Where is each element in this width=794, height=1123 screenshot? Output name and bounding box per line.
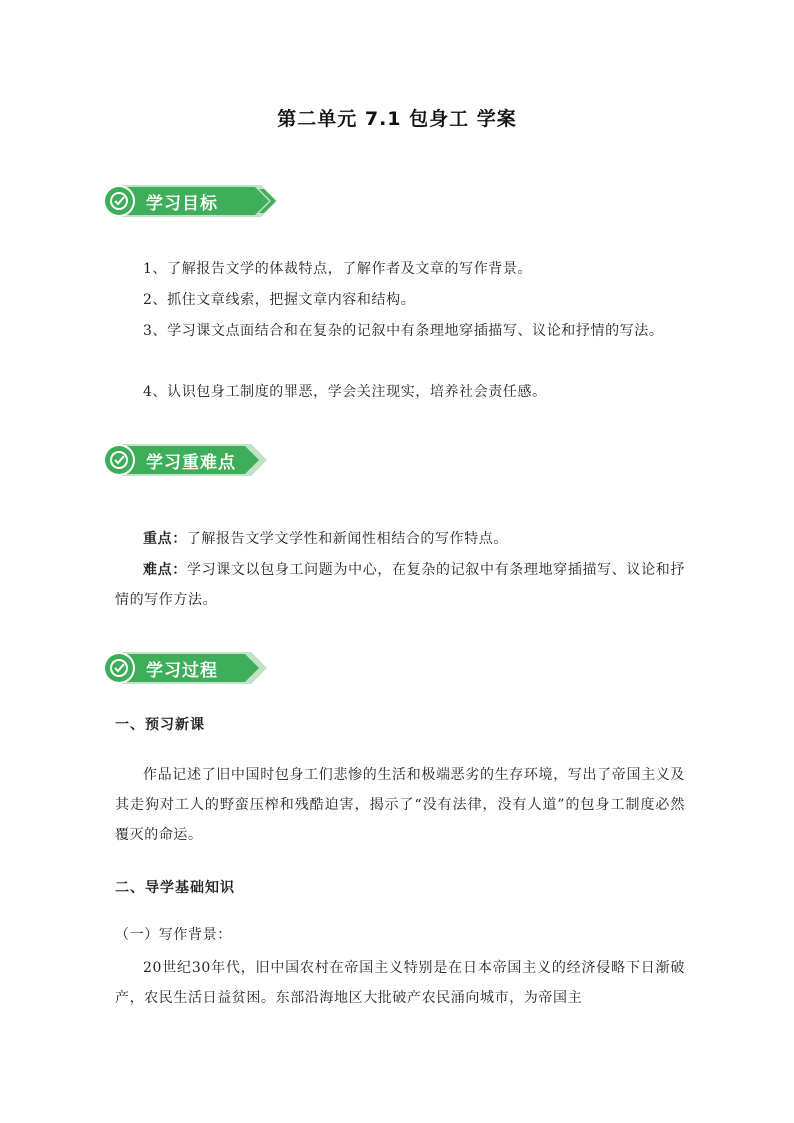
focus-paragraph: [115, 524, 685, 554]
section-badge-process: [101, 650, 281, 686]
section-badge-key-points: [101, 442, 281, 478]
focus-text: 了解报告文学文学性和新闻性相结合的写作特点。: [186, 531, 509, 547]
section-label-goals: 学习目标: [146, 194, 218, 214]
focus-label: 重点：: [143, 531, 187, 547]
goal-item: 1、了解报告文学的体裁特点，了解作者及文章的写作背景。: [143, 261, 533, 277]
goal-item: 3、学习课文点面结合和在复杂的记叙中有条理地穿插描写、议论和抒情的写法。: [143, 323, 664, 339]
preview-paragraph: 作品记述了旧中国时包身工们悲惨的生活和极端恶劣的生存环境，写出了帝国主义及其走狗对工人的野蛮压榨和残酷迫害，揭示了“没有法律，没有人道”的包身工制度必然覆灭的命运。: [115, 767, 685, 843]
difficulty-label: 难点：: [143, 562, 187, 578]
subheading-background: （一）写作背景：: [115, 927, 232, 943]
section-label-process: 学习过程: [146, 661, 218, 681]
subheading-basics: 二、导学基础知识: [115, 880, 235, 896]
subheading-preview: 一、预习新课: [115, 717, 205, 733]
difficulty-text: 学习课文以包身工问题为中心，在复杂的记叙中有条理地穿插描写、议论和抒情的写作方法。: [115, 562, 685, 608]
background-paragraph: 20世纪30年代，旧中国农村在帝国主义特别是在日本帝国主义的经济侵略下日渐破产，农民生活日益贫困。东部沿海地区大批破产农民涌向城市，为帝国主: [115, 960, 685, 1006]
difficulty-paragraph: [115, 555, 685, 615]
goal-item: 4、认识包身工制度的罪恶，学会关注现实，培养社会责任感。: [143, 384, 547, 400]
goal-item: 2、抓住文章线索，把握文章内容和结构。: [143, 292, 416, 308]
section-label-key-points: 学习重难点: [146, 453, 236, 473]
section-badge-goals: [101, 183, 281, 219]
page-title: 第二单元 7.1 包身工 学案: [277, 108, 517, 130]
